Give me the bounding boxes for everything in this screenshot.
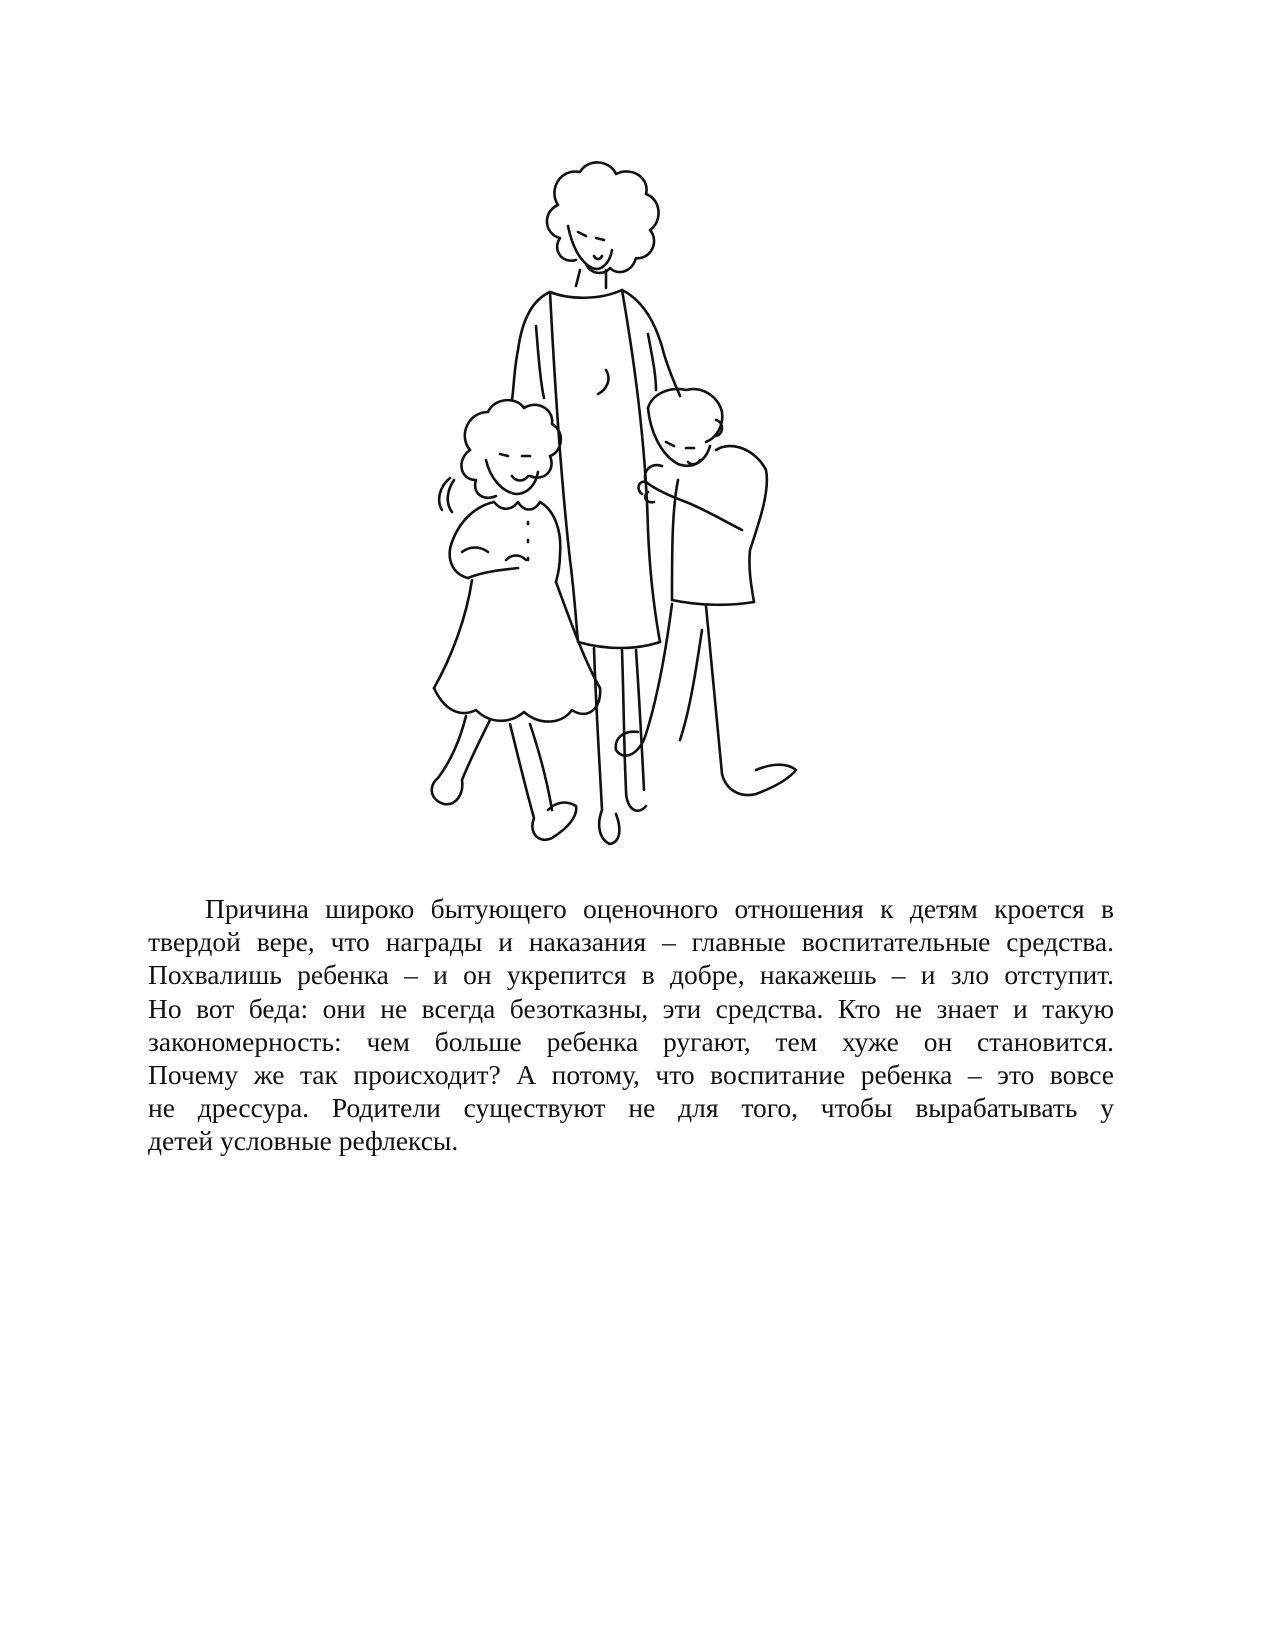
paragraph-line: закономерность: чем больше ребенка ругают, тем хуже он становится. xyxy=(148,1025,1114,1057)
mother-dress-left xyxy=(550,292,578,642)
mother-hand-on-girl xyxy=(439,478,454,512)
mother-collar xyxy=(550,290,622,298)
girl-collar xyxy=(494,502,540,510)
paragraph-line: твердой вере, что награды и наказания – главные воспитательные средства. xyxy=(148,926,1114,958)
paragraph-line: Похвалишь ребенка – и он укрепится в добре, накажешь – и зло отступит. xyxy=(148,959,1114,991)
boy-eyes xyxy=(666,442,694,448)
mother-left-arm-inner xyxy=(536,326,544,398)
paragraph-line: Почему же так происходит? А потому, что воспитание ребенка – это вовсе xyxy=(148,1058,1114,1090)
girl-arm-hand xyxy=(462,548,526,579)
boy-face xyxy=(648,408,710,466)
girl-leg-left xyxy=(432,716,490,804)
paragraph-line: Причина широко бытующего оценочного отношения к детям кроется в xyxy=(205,893,1114,924)
boy-shirt-right xyxy=(716,446,767,602)
boy-hair xyxy=(648,389,722,442)
mother-waist-fold xyxy=(598,370,608,394)
mother-leg-right-inner xyxy=(636,650,644,790)
paragraph-line: Но вот беда: они не всегда безотказны, эти средства. Кто не знает и такую xyxy=(148,992,1114,1024)
boy-shirt-hem xyxy=(672,600,754,605)
mother-with-children-illustration xyxy=(410,150,810,860)
girl-hair xyxy=(465,400,561,477)
boy-arm-hand xyxy=(645,465,742,530)
girl-leg-right xyxy=(510,724,576,840)
boy-leg-right xyxy=(706,606,796,795)
mother-face xyxy=(568,226,612,269)
boy-leg-left xyxy=(616,604,672,756)
mother-mouth xyxy=(594,256,602,259)
body-paragraph xyxy=(148,892,1114,1158)
mother-right-arm-inner xyxy=(648,334,656,390)
girl-eyes xyxy=(500,454,530,456)
girl-mouth xyxy=(512,476,528,481)
paragraph-line: детей условные рефлексы. xyxy=(148,1125,459,1157)
line-drawing xyxy=(410,150,810,860)
girl-skirt-hem xyxy=(434,688,600,722)
girl-shoulder-left xyxy=(450,502,494,578)
paragraph-line: не дрессура. Родители существуют не для того, чтобы вырабатывать у xyxy=(148,1092,1114,1124)
mother-hair xyxy=(554,162,658,272)
boy-leg-divide xyxy=(680,630,702,740)
boy-mouth xyxy=(688,460,700,464)
mother-left-shoulder-arm xyxy=(512,292,550,400)
girl-shoulder-right xyxy=(540,502,560,582)
mother-dress-hem xyxy=(578,642,660,648)
mother-hair-left xyxy=(547,205,576,261)
girl-skirt-left xyxy=(434,580,472,688)
mother-eyes xyxy=(578,232,604,240)
